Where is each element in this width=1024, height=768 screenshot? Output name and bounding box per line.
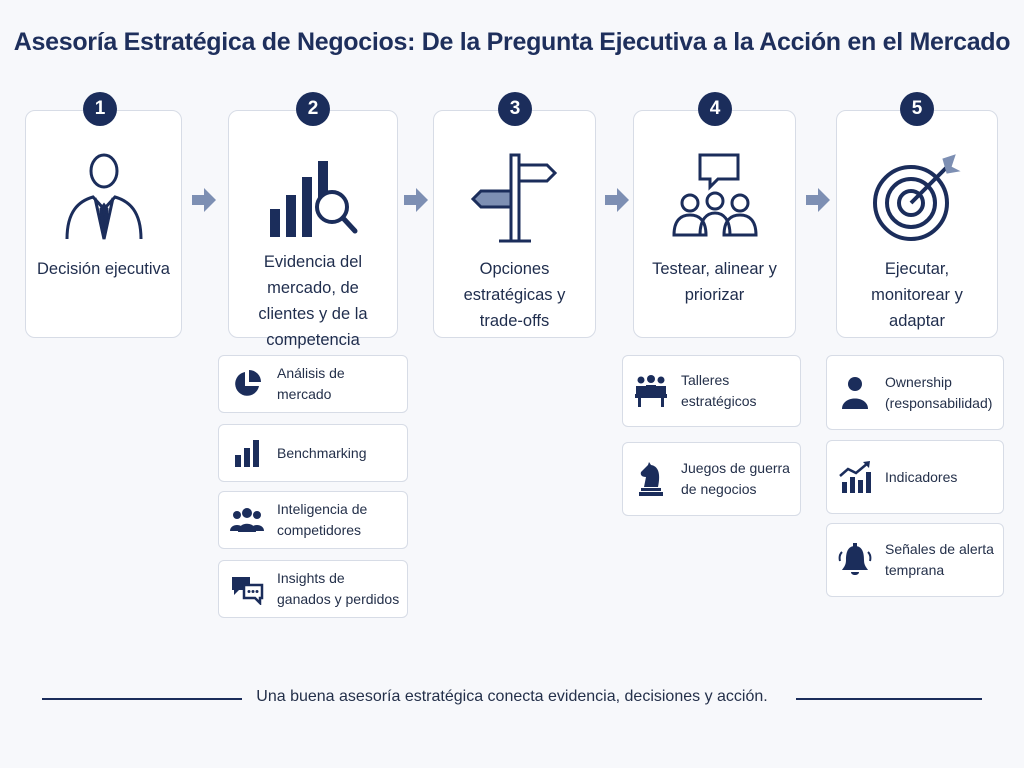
sub-item-analisis-mercado: [218, 355, 408, 413]
signpost-icon: [434, 151, 595, 251]
step-card-4: [633, 110, 796, 338]
sub-item-talleres: [622, 355, 801, 427]
step-label-2: Evidencia del mercado, de clientes y de la competencia: [258, 253, 368, 349]
sub-item-label: Análisis de mercado: [277, 365, 345, 402]
arrow-right-icon: [603, 187, 631, 213]
chat-bubbles-icon: [229, 571, 265, 607]
step-number-1: 1: [83, 92, 117, 126]
footer-tagline: Una buena asesoría estratégica conecta evidencia, decisiones y acción.: [256, 688, 768, 705]
sub-item-ownership: [826, 355, 1004, 430]
step-label-4: Testear, alinear y priorizar: [652, 260, 777, 304]
sub-item-insights: [218, 560, 408, 618]
arrow-right-icon: [402, 187, 430, 213]
step-label-3: Opciones estratégicas y trade-offs: [463, 260, 566, 330]
target-arrow-icon: [837, 151, 997, 251]
step-label-1: Decisión ejecutiva: [37, 260, 170, 278]
bell-icon: [837, 542, 873, 578]
bar-chart-icon: [229, 435, 265, 471]
bar-chart-magnifier-icon: [229, 151, 397, 251]
sub-item-label: Insights de ganados y perdidos: [277, 570, 400, 607]
sub-item-label: Juegos de guerra de negocios: [681, 460, 790, 497]
people-icon: [229, 502, 265, 538]
sub-item-label: Señales de alerta temprana: [885, 541, 994, 578]
step-number-2: 2: [296, 92, 330, 126]
sub-item-label: Ownership (responsabilidad): [885, 373, 993, 411]
trend-chart-icon: [837, 459, 873, 495]
step-card-3: [433, 110, 596, 338]
person-icon: [837, 374, 873, 410]
sub-item-benchmarking: [218, 424, 408, 482]
group-discussion-icon: [634, 151, 795, 251]
step-number-5: 5: [900, 92, 934, 126]
arrow-right-icon: [804, 187, 832, 213]
step-label-5: Ejecutar, monitorear y adaptar: [871, 260, 963, 330]
workshop-table-icon: [633, 373, 669, 409]
sub-item-senales-alerta: [826, 523, 1004, 597]
step-number-4: 4: [698, 92, 732, 126]
page-title: Asesoría Estratégica de Negocios: De la Pregunta Ejecutiva a la Acción en el Mercado: [13, 28, 1011, 56]
executive-person-icon: [26, 151, 181, 251]
step-card-5: [836, 110, 998, 338]
sub-item-label: Indicadores: [885, 468, 958, 485]
step-card-1: [25, 110, 182, 338]
sub-item-label: Benchmarking: [277, 444, 367, 461]
sub-item-label: Talleres estratégicos: [681, 372, 757, 409]
sub-item-juegos-guerra: [622, 442, 801, 516]
sub-item-label: Inteligencia de competidores: [277, 501, 368, 538]
chess-knight-icon: [633, 461, 669, 497]
sub-item-inteligencia: [218, 491, 408, 549]
arrow-right-icon: [190, 187, 218, 213]
sub-item-indicadores: [826, 440, 1004, 514]
pie-chart-icon: [229, 366, 265, 402]
step-card-2: [228, 110, 398, 349]
step-number-3: 3: [498, 92, 532, 126]
